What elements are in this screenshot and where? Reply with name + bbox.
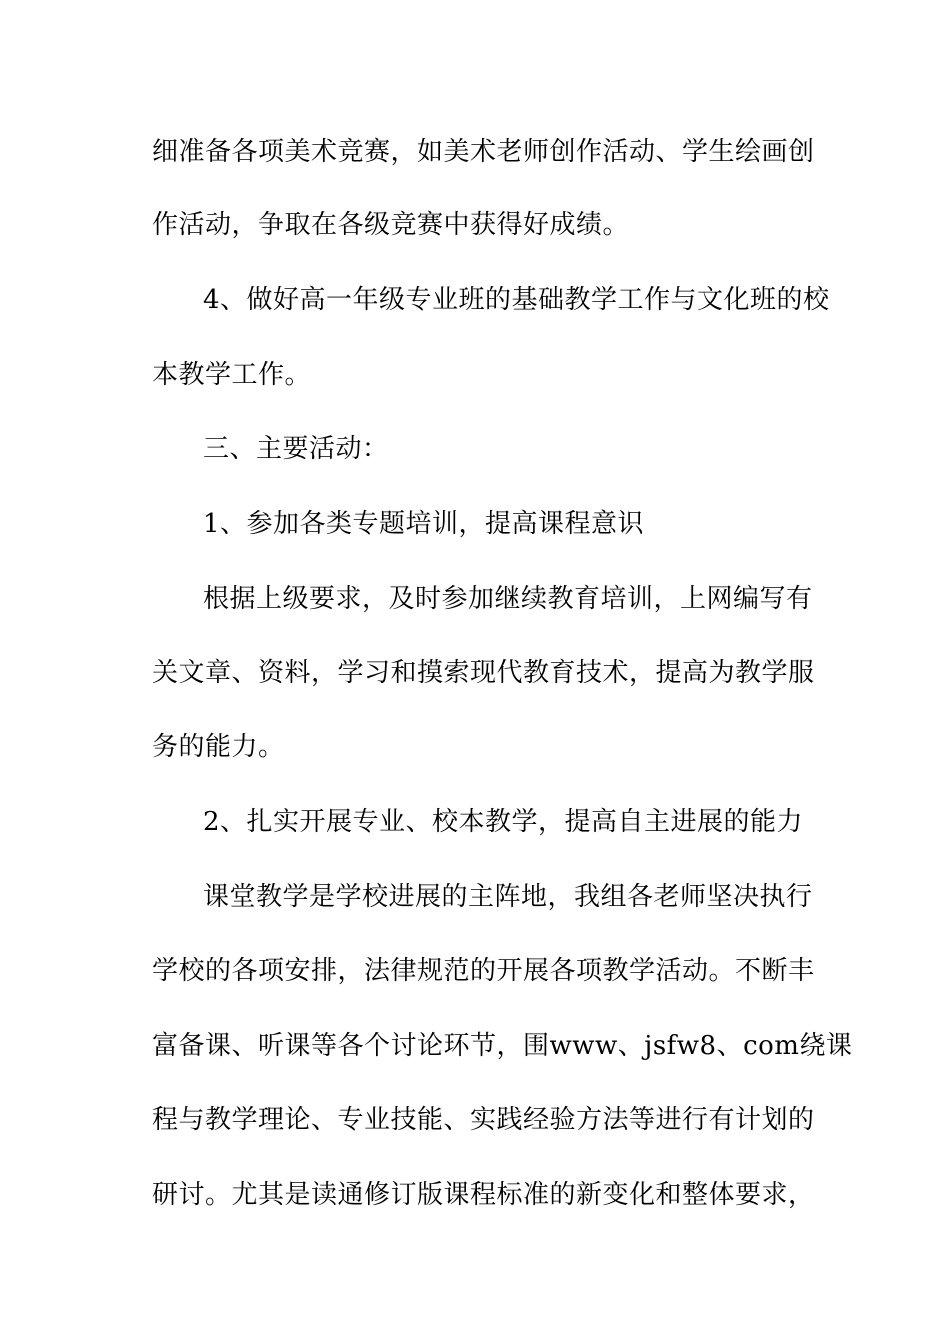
- subsection-heading: 1、参加各类专题培训，提高课程意识: [203, 509, 645, 539]
- paragraph-line: 关文章、资料，学习和摸索现代教育技术，提高为教学服: [152, 658, 815, 688]
- paragraph-line: 本教学工作。: [152, 360, 312, 390]
- subsection-heading: 2、扎实开展专业、校本教学，提高自主进展的能力: [203, 807, 804, 837]
- paragraph-line: 程与教学理论、专业技能、实践经验方法等进行有计划的: [152, 1105, 815, 1135]
- paragraph-line: 作活动，争取在各级竞赛中获得好成绩。: [152, 210, 630, 240]
- paragraph-line: 研讨。尤其是读通修订版课程标准的新变化和整体要求，: [152, 1180, 815, 1210]
- paragraph-line: 根据上级要求，及时参加继续教育培训，上网编写有: [203, 584, 813, 614]
- paragraph-line: 课堂教学是学校进展的主阵地，我组各老师坚决执行: [203, 882, 813, 912]
- section-heading: 三、主要活动：: [203, 434, 389, 464]
- paragraph-line: 细准备各项美术竞赛，如美术老师创作活动、学生绘画创: [152, 137, 815, 167]
- list-item-heading: 4、做好高一年级专业班的基础教学工作与文化班的校: [203, 285, 830, 315]
- paragraph-line: 务的能力。: [152, 732, 285, 762]
- paragraph-line: 学校的各项安排，法律规范的开展各项教学活动。不断丰: [152, 956, 815, 986]
- paragraph-line: 富备课、听课等各个讨论环节，围www、jsfw8、com绕课: [152, 1031, 853, 1061]
